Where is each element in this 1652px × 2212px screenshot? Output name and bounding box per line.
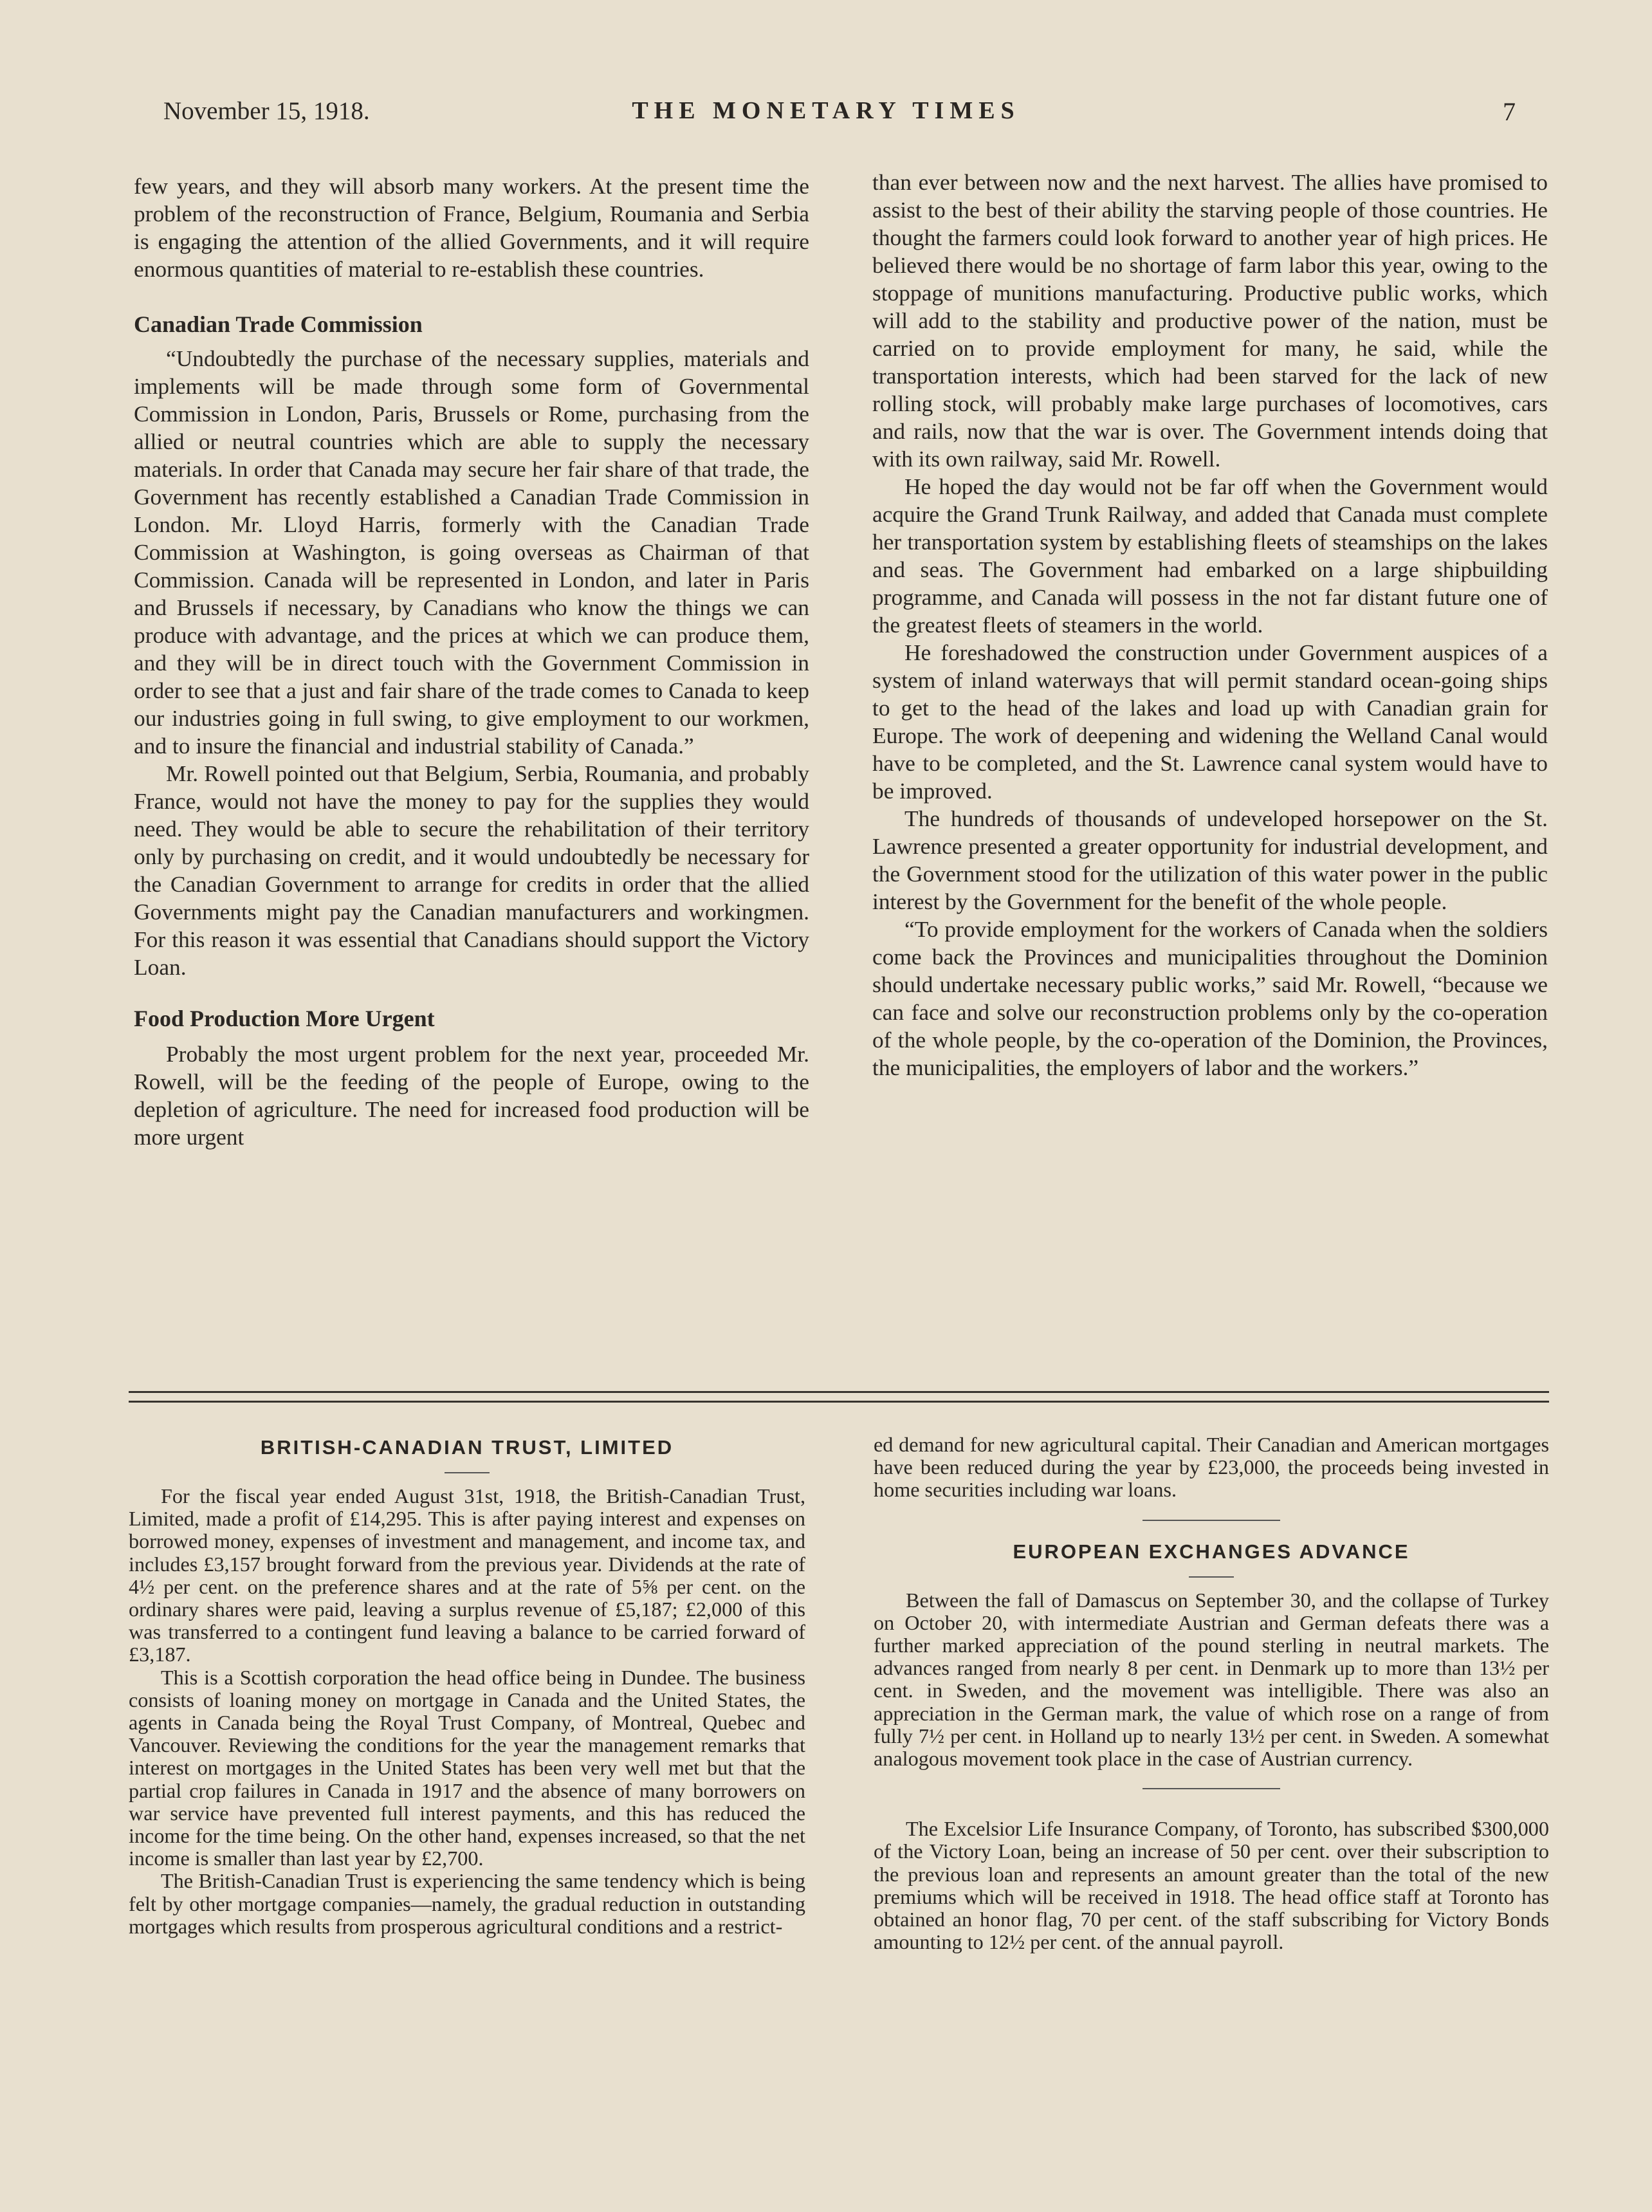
publication-title: THE MONETARY TIMES — [632, 97, 1020, 124]
paragraph: “Undoubtedly the purchase of the necessary supplies, materials and implements will be made through some form of Governmental Commission in London, Paris, Brussels or Rome, purchasing from the allied or neutral countries which are able to supply the necessary materials. In order that Canada may secure her fair share of that trade, the Government has recently established a Canadian Trade Commission in London. Mr. Lloyd Harris, formerly with the Canadian Trade Commission at Washington, is going overseas as Chairman of that Commission. Canada will be represented in London, and later in Paris and Brussels if necessary, by Canadians who know the things we can produce with advantage, and the prices at which we can produce them, and they will be in direct touch with the Government Commission in order to see that a just and fair share of the trade comes to Canada to keep our industries going in full swing, to give employment to our workmen, and to insure the financial and industrial stability of Canada.” — [134, 346, 809, 759]
issue-date: November 15, 1918. — [163, 97, 370, 125]
heading-rule — [445, 1472, 490, 1473]
paragraph: He hoped the day would not be far off when the Government would acquire the Grand Trunk Railway, and added that Canada must complete her transportation system by establishing fleets of steamships on the lakes and seas. The Government had embarked on a large shipbuilding programme, and Canada will possess in the not far distant future one of the greatest fleets of steamers in the world. — [872, 474, 1548, 638]
paragraph: “To provide employment for the workers of Canada when the soldiers come back the Provinces and municipalities throughout the Dominion should undertake necessary public works,” said Mr. Rowell, “because we can face and solve our reconstruction problems only by the co-operation of the whole people, by the co-operation of the Dominion, the Provinces, the municipalities, the employers of labor and the workers.” — [872, 916, 1548, 1080]
section-divider — [129, 1391, 1549, 1403]
paragraph: few years, and they will absorb many workers. At the present time the problem of the reconstruction of France, Belgium, Roumania and Serbia is engaging the attention of the allied Governments, and it will require enormous quantities of material to re-establish these countries. — [134, 173, 809, 282]
paragraph: This is a Scottish corporation the head office being in Dundee. The business consists of loaning money on mortgage in Canada and the United States, the agents in Canada being the Royal Trust Company, of Montreal, Quebec and Vancouver. Reviewing the conditions for the year the management remarks that interest on mortgages in the United States has been very well met but that the partial crop failures in Canada in 1917 and the absence of many borrowers on war service have prevented full interest payments, and this has reduced the income for the time being. On the other hand, expenses increased, so that the net income is smaller than last year by £2,700. — [129, 1665, 805, 1870]
paragraph: The hundreds of thousands of undeveloped horsepower on the St. Lawrence presented a greater opportunity for industrial development, and the Government stood for the utilization of this water power in the public interest by the Government for the benefit of the whole people. — [872, 806, 1548, 914]
section-heading-food-production: Food Production More Urgent — [134, 1006, 435, 1031]
section-heading-trade-commission: Canadian Trade Commission — [134, 311, 423, 337]
article-british-canadian-trust — [129, 1435, 805, 1938]
paragraph: The Excelsior Life Insurance Company, of Toronto, has subscribed $300,000 of the Victory Loan, being an increase of 50 per cent. over their subscription to the previous loan and represents an amount greater than the total of the new premiums which will be received in 1918. The head office staff at Toronto has obtained an honor flag, 70 per cent. of the staff subscribing for Victory Bonds amounting to 12½ per cent. of the annual payroll. — [874, 1817, 1549, 1954]
article-heading: EUROPEAN EXCHANGES ADVANCE — [1013, 1540, 1410, 1563]
paragraph: He foreshadowed the construction under Government auspices of a system of inland waterways that will permit standard ocean-going ships to get to the head of the lakes and load up with Canadian grain for Europe. The work of deepening and widening the Welland Canal would have to be completed, and the St. Lawrence canal system would have to be improved. — [872, 640, 1548, 804]
article-heading: BRITISH-CANADIAN TRUST, LIMITED — [260, 1436, 674, 1459]
article-column-right — [872, 169, 1548, 1082]
paragraph: The British-Canadian Trust is experiencing the same tendency which is being felt by other mortgage companies—namely, the gradual reduction in outstanding mortgages which results from prosperous agricultural conditions and a restrict- — [129, 1869, 805, 1938]
paragraph: Between the fall of Damascus on September 30, and the collapse of Turkey on October 20, with intermediate Austrian and German defeats there was a further marked appreciation of the pound sterling in neutral markets. The advances ranged from nearly 8 per cent. in Denmark up to more than 13½ per cent. in Sweden, and the movement was intelligible. There was also an appreciation in the German mark, the value of which rose on a range of from fully 7½ per cent. in Holland up to nearly 13½ per cent. in Sweden. A somewhat analogous movement took place in the case of Austrian currency. — [874, 1588, 1549, 1771]
heading-rule — [1189, 1576, 1234, 1578]
article-column-bottom-right — [874, 1433, 1549, 1953]
divider-rule — [1143, 1788, 1280, 1789]
paragraph: Probably the most urgent problem for the next year, proceeded Mr. Rowell, will be the feeding of the people of Europe, owing to the depletion of agriculture. The need for increased food production will be more urgent — [134, 1041, 809, 1150]
running-header — [0, 97, 1652, 135]
paragraph: For the fiscal year ended August 31st, 1918, the British-Canadian Trust, Limited, made a profit of £14,295. This is after paying interest and expenses on borrowed money, expenses of investment and management, and income tax, and includes £3,157 brought forward from the previous year. Dividends at the rate of 4½ per cent. on the preference shares and at the rate of 5⅝ per cent. on the ordinary shares were paid, leaving a surplus revenue of £5,187; £2,000 of this was transferred to a contingent fund leaving a balance to be carried forward of £3,187. — [129, 1484, 805, 1666]
article-column-left — [134, 172, 809, 1151]
paragraph: than ever between now and the next harvest. The allies have promised to assist to the best of their ability the starving people of those countries. He thought the farmers could look forward to another year of high prices. He believed there would be no shortage of farm labor this year, owing to the stoppage of munitions manufacturing. Productive public works, which will add to the stability and productive power of the nation, must be carried on to provide employment for many, he said, while the transportation interests, which had been starved for the lack of new rolling stock, will probably make large purchases of locomotives, cars and rails, now that the war is over. The Government intends doing that with its own railway, said Mr. Rowell. — [872, 169, 1548, 472]
paragraph: Mr. Rowell pointed out that Belgium, Serbia, Roumania, and probably France, would not have the money to pay for the supplies they would need. They would be able to secure the rehabilitation of their territory only by purchasing on credit, and it would undoubtedly be necessary for the Canadian Government to arrange for credits in order that the allied Governments might pay the Canadian manufacturers and workingmen. For this reason it was essential that Canadians should support the Victory Loan. — [134, 760, 809, 980]
divider-rule — [1143, 1520, 1280, 1521]
paragraph: ed demand for new agricultural capital. Their Canadian and American mortgages have been reduced during the year by £23,000, the proceeds being invested in home securities including war loans. — [874, 1433, 1549, 1502]
page-number: 7 — [1503, 97, 1516, 126]
